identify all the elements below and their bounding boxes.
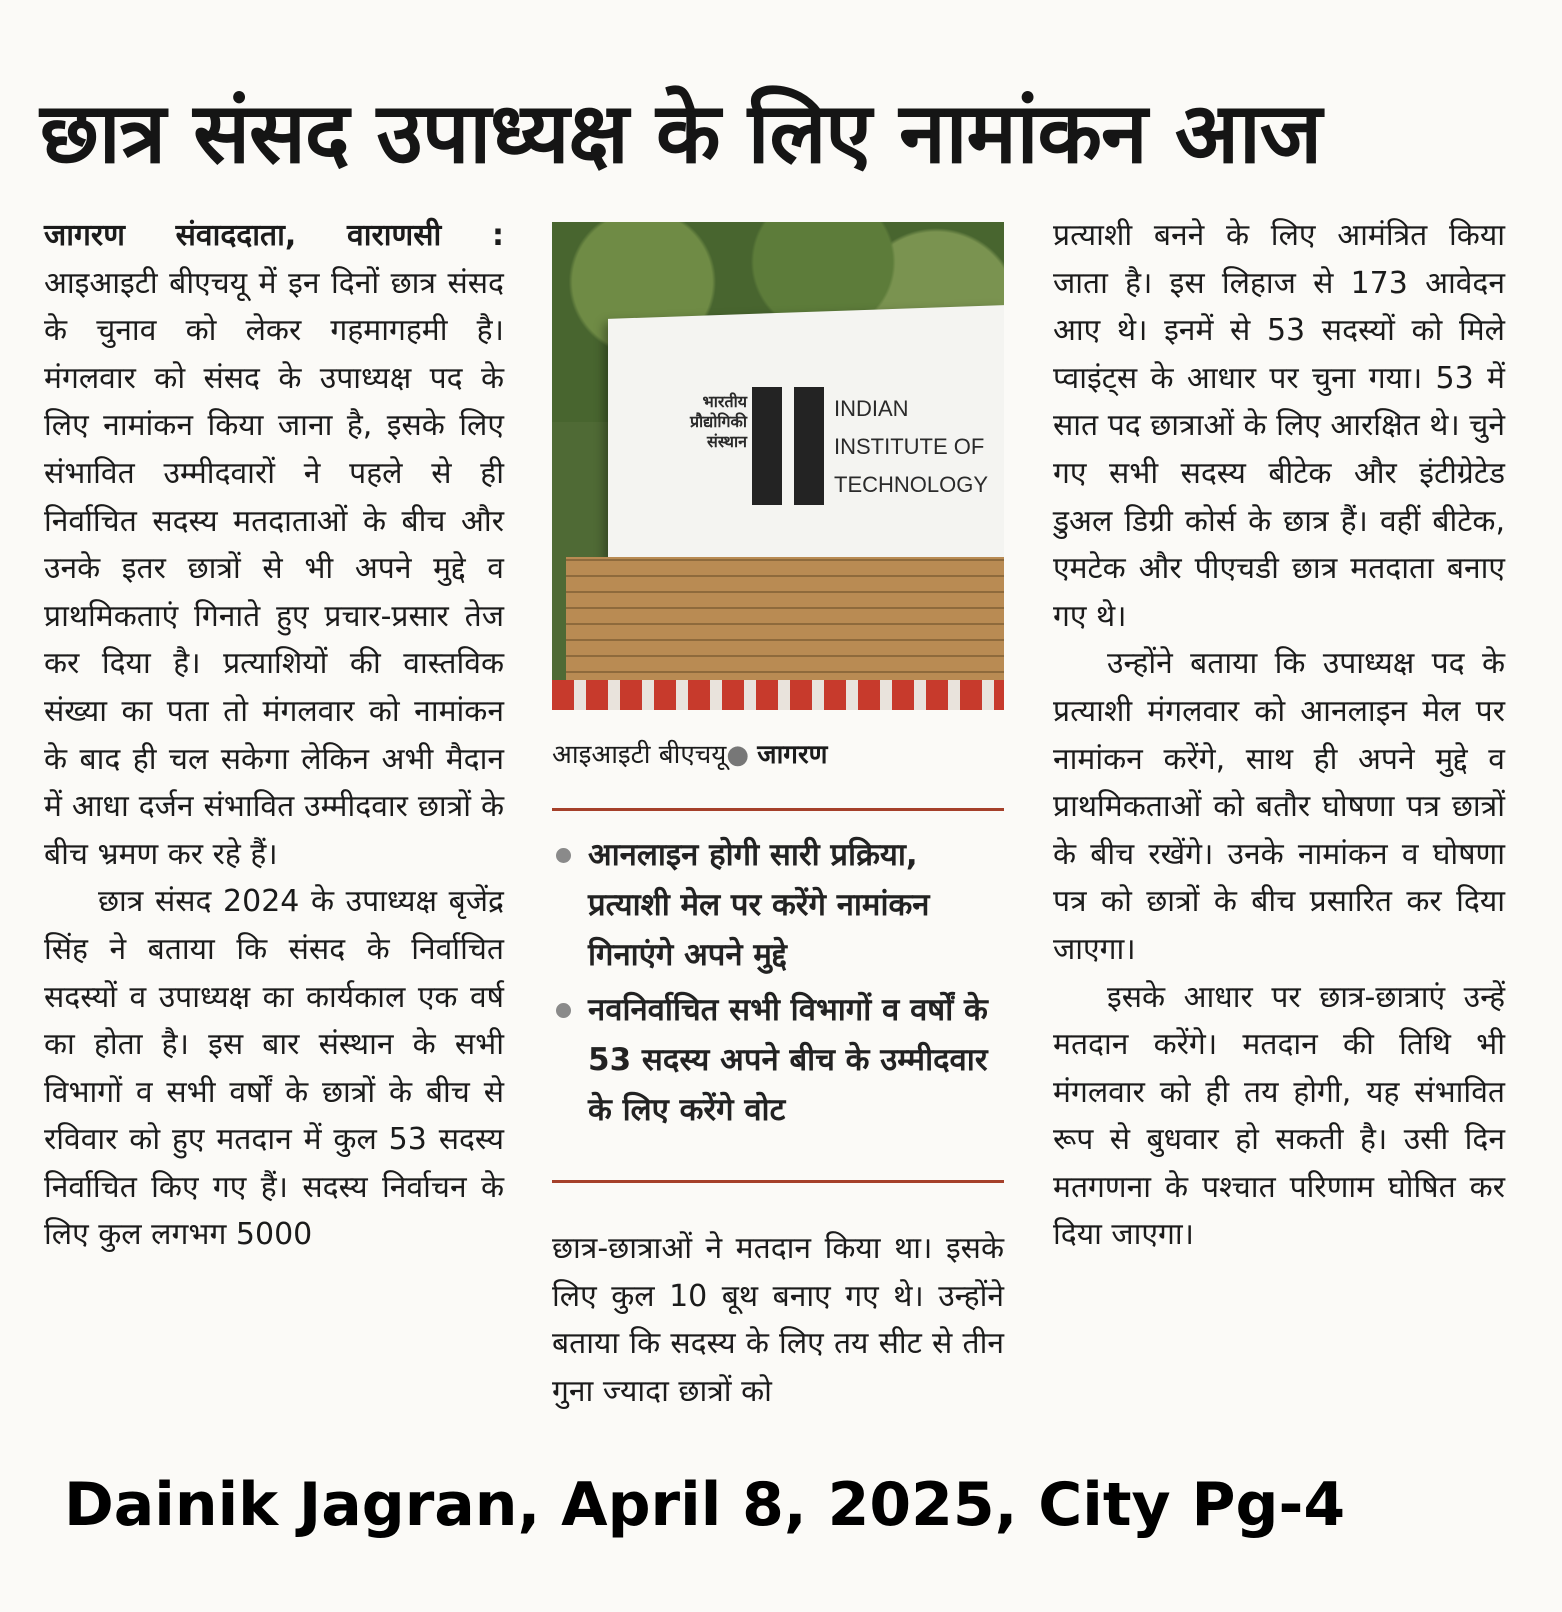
article-column-2 — [552, 1225, 1004, 1415]
bullet-icon — [556, 848, 571, 863]
iit-logo-mark — [752, 387, 824, 505]
sign-english-text — [834, 390, 1004, 504]
paragraph: इसके आधार पर छात्र-छात्राएं उन्हें मतदान करेंगे। मतदान की तिथि भी मंगलवार को ही तय होगी, यह संभावित रूप से बुधवार हो सकती है। उसी दिन मतगणना के पश्चात परिणाम घोषित कर दिया जाएगा। — [1053, 979, 1505, 1253]
dateline: जागरण संवाददाता, वाराणसी : — [44, 218, 504, 253]
curb-stones — [552, 680, 1004, 710]
caption-credit: जागरण — [757, 740, 828, 770]
source-citation: Dainik Jagran, April 8, 2025, City Pg-4 — [64, 1470, 1346, 1540]
paragraph: आइआइटी बीएचयू में इन दिनों छात्र संसद के चुनाव को लेकर गहमागहमी है। मंगलवार को संसद के उपाध्यक्ष पद के लिए नामांकन किया जाना है, इसके लिए संभावित उम्मीदवारों ने पहले से ही निर्वाचित सदस्य मतदाताओं के बीच और उनके इतर छात्रों से भी अपने मुद्दे व प्राथमिकताएं गिनाते हुए प्रचार-प्रसार तेज कर दिया है। प्रत्याशियों की वास्तविक संख्या का पता तो मंगलवार को नामांकन के बाद ही चल सकेगा लेकिन अभी मैदान में आधा दर्जन संभावित उम्मीदवार छात्रों के बीच भ्रमण कर रहे हैं। — [44, 265, 504, 872]
article-column-3 — [1053, 212, 1505, 1259]
article-column-1 — [44, 212, 504, 1259]
caption-place: आइआइटी बीएचयू — [552, 740, 727, 770]
divider-rule — [552, 1180, 1004, 1183]
sign-hindi-text: भारतीय प्रौद्योगिकी संस्थान — [689, 392, 747, 451]
paragraph: छात्र संसद 2024 के उपाध्यक्ष बृजेंद्र सिंह ने बताया कि संसद के निर्वाचित सदस्यों व उपाध्यक्ष का कार्यकाल एक वर्ष का होता है। इस बार संस्थान के सभी विभागों व सभी वर्षों के छात्रों के बीच से रविवार को हुए मतदान में कुल 53 सदस्य निर्वाचित किए गए हैं। सदस्य निर्वाचन के लिए कुल लगभग 5000 — [44, 884, 504, 1253]
highlight-item — [552, 985, 1004, 1135]
sign-line: INDIAN — [834, 396, 909, 421]
photo-caption — [552, 735, 1004, 775]
highlights-box — [552, 830, 1004, 1140]
paragraph: प्रत्याशी बनने के लिए आमंत्रित किया जाता है। इस लिहाज से 173 आवेदन आए थे। इनमें से 53 सदस्यों को मिले प्वाइंट्स के आधार पर चुना गया। 53 में सात पद छात्राओं के लिए आरक्षित थे। चुने गए सभी सदस्य बीटेक और इंटीग्रेटेड डुअल डिग्री कोर्स के छात्र हैं। वहीं बीटेक, एमटेक और पीएचडी छात्र मतदाता बनाए गए थे। — [1053, 218, 1505, 634]
paragraph: छात्र-छात्राओं ने मतदान किया था। इसके लिए कुल 10 बूथ बनाए गए थे। उन्होंने बताया कि सदस्य के लिए तय सीट से तीन गुना ज्यादा छात्रों को — [552, 1231, 1004, 1409]
divider-rule — [552, 808, 1004, 811]
paragraph: उन्होंने बताया कि उपाध्यक्ष पद के प्रत्याशी मंगलवार को आनलाइन मेल पर नामांकन करेंगे, साथ ही अपने मुद्दे व प्राथमिकताओं को बतौर घोषणा पत्र छात्रों के बीच रखेंगे। उनके नामांकन व घोषणा पत्र को छात्रों के बीच प्रसारित कर दिया जाएगा। — [1053, 646, 1505, 967]
sign-line: TECHNOLOGY — [834, 472, 989, 497]
sign-line: INSTITUTE OF — [834, 434, 985, 459]
headline: छात्र संसद उपाध्यक्ष के लिए नामांकन आज — [40, 84, 1322, 182]
brick-base — [566, 557, 1004, 687]
caption-dot: ● — [726, 740, 750, 770]
iit-bhu-photo — [552, 222, 1004, 710]
highlight-item — [552, 830, 1004, 980]
highlight-text: आनलाइन होगी सारी प्रक्रिया, प्रत्याशी मेल पर करेंगे नामांकन गिनाएंगे अपने मुद्दे — [588, 837, 930, 973]
highlight-text: नवनिर्वाचित सभी विभागों व वर्षों के 53 सदस्य अपने बीच के उम्मीदवार के लिए करेंगे वोट — [588, 992, 988, 1128]
bullet-icon — [556, 1003, 571, 1018]
